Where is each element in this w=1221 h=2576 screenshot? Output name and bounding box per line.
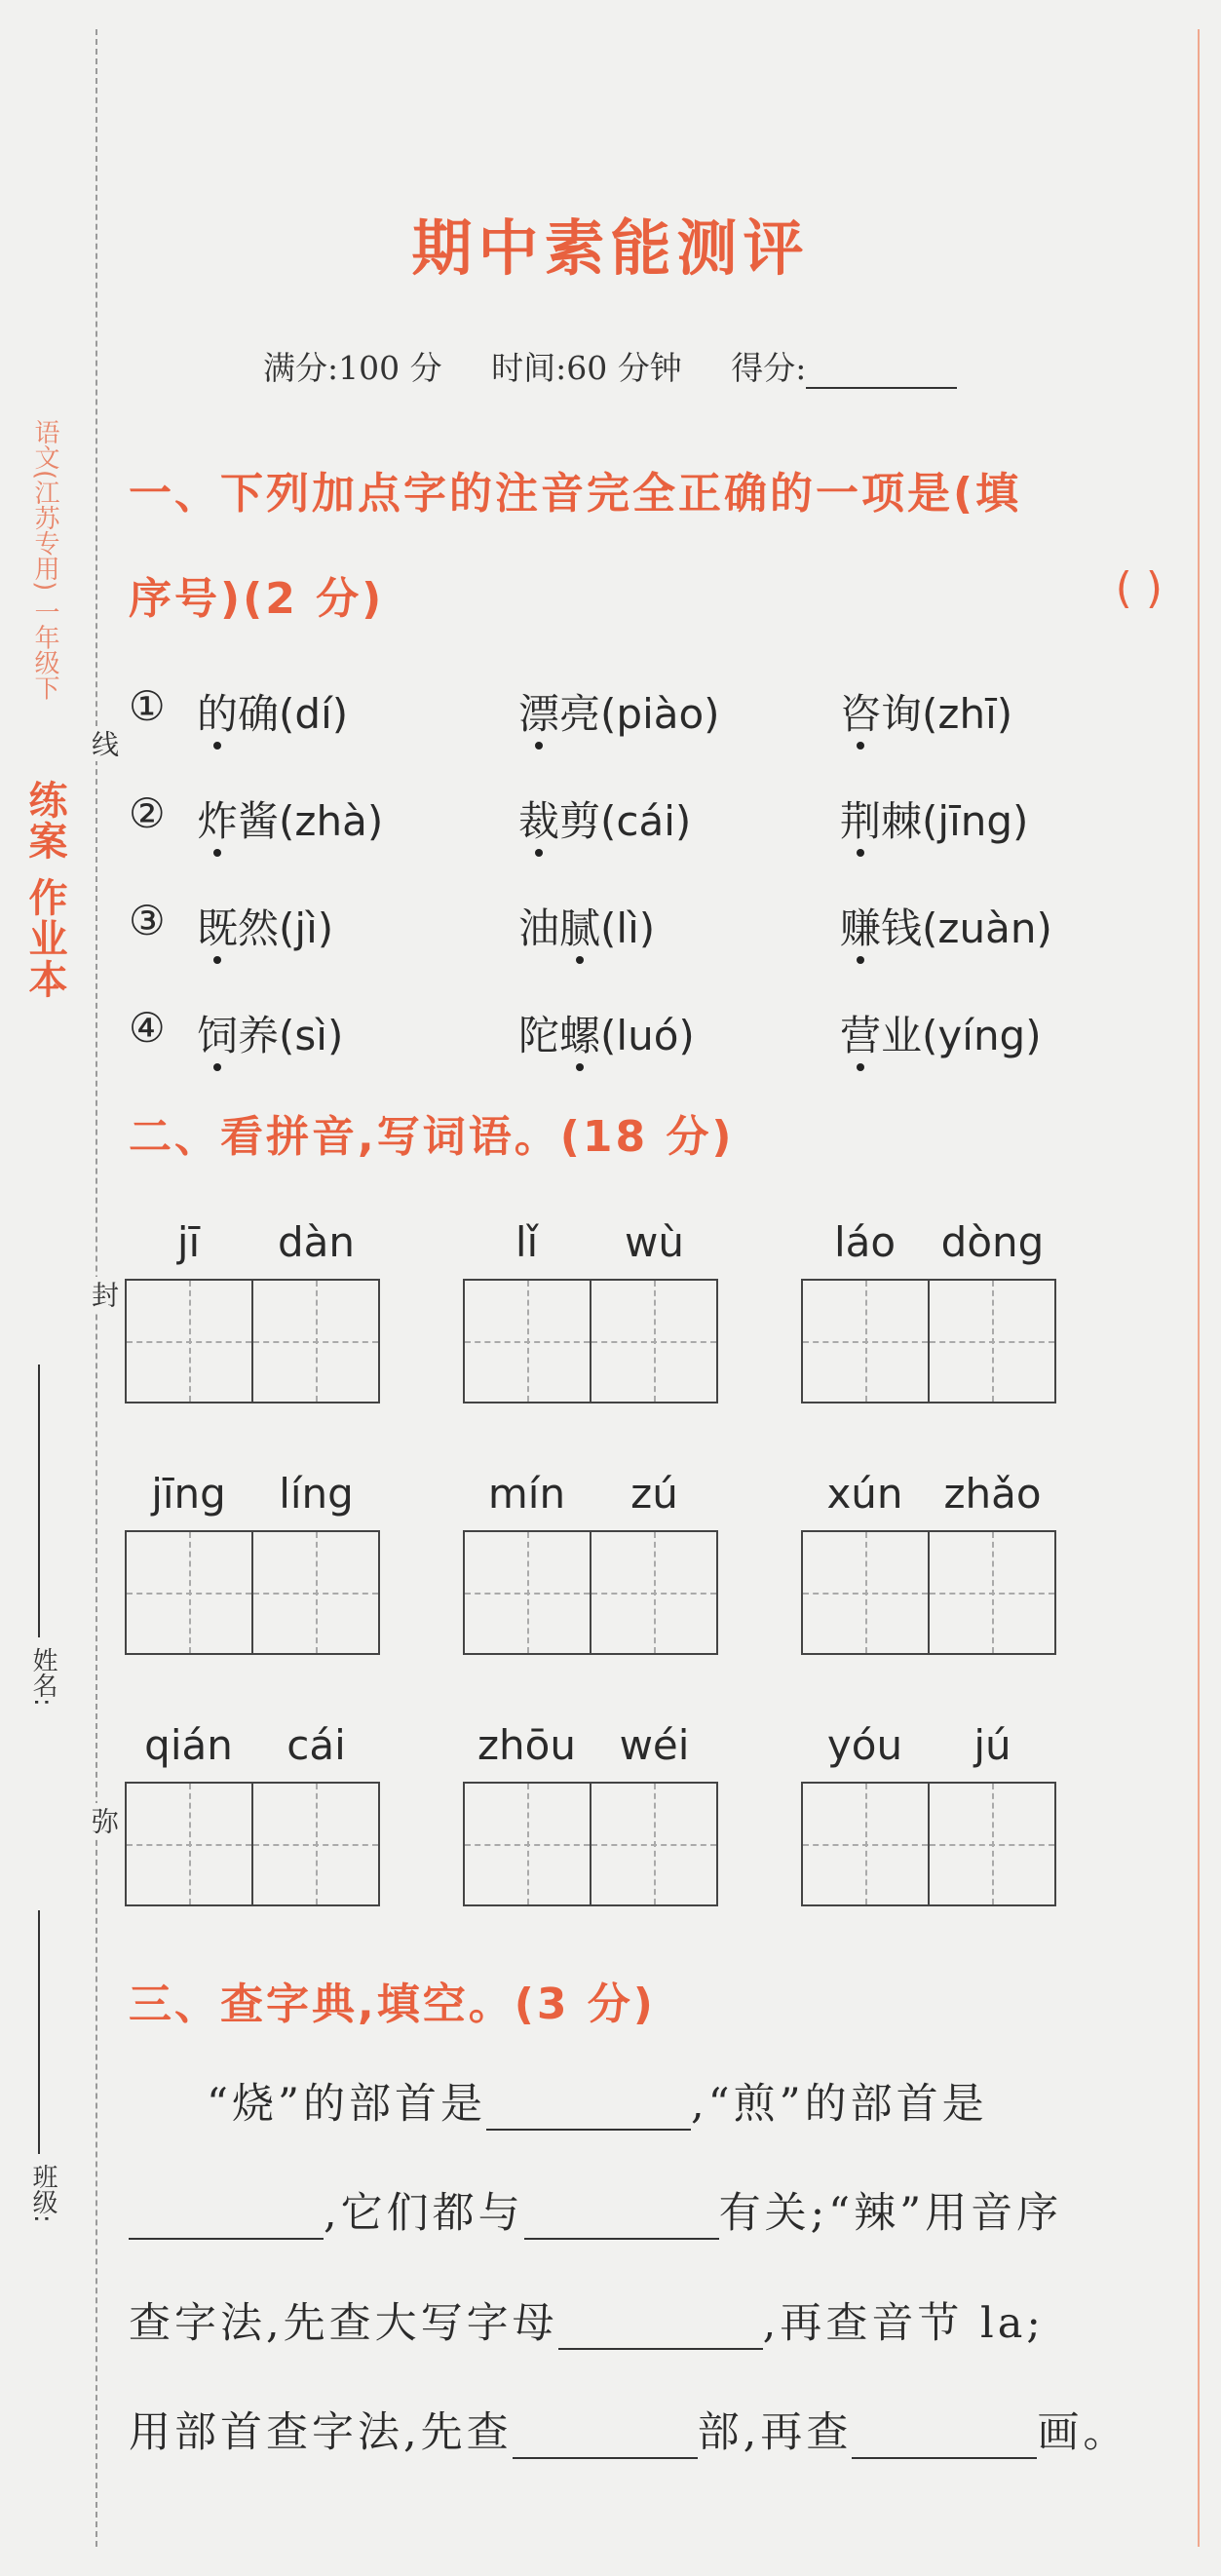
option-row[interactable] bbox=[129, 897, 1162, 965]
option-number: ② bbox=[129, 789, 166, 837]
pinyin-syllable: jú bbox=[973, 1721, 1011, 1769]
dotted-char: 赚 bbox=[840, 904, 882, 952]
word-item bbox=[840, 1004, 1042, 1062]
tianzige-cell[interactable] bbox=[928, 1784, 1054, 1904]
pinyin-syllable: láo bbox=[833, 1218, 897, 1266]
pinyin: (yíng) bbox=[922, 1012, 1042, 1059]
fill-text: ,“煎”的部首是 bbox=[690, 2080, 988, 2129]
tianzige-cell[interactable] bbox=[590, 1532, 716, 1653]
tianzige-cell[interactable] bbox=[465, 1532, 590, 1653]
pinyin-syllable: dàn bbox=[277, 1218, 356, 1266]
fill-text: 有关;“辣”用音序 bbox=[718, 2189, 1063, 2238]
writing-boxes bbox=[125, 1782, 380, 1906]
tianzige-cell[interactable] bbox=[928, 1532, 1054, 1653]
option-row[interactable] bbox=[129, 1004, 1162, 1072]
cut-mark-xian: 线 bbox=[84, 726, 123, 761]
name-field[interactable] bbox=[25, 1355, 55, 1637]
tianzige-cell[interactable] bbox=[928, 1281, 1054, 1402]
answer-blank[interactable] bbox=[852, 2418, 1037, 2459]
section2-heading: 二、看拼音,写词语。(18 分) bbox=[129, 1112, 735, 1162]
word-item bbox=[840, 897, 1052, 955]
pinyin-word-group bbox=[125, 1218, 380, 1403]
pinyin-syllable: yóu bbox=[826, 1721, 903, 1769]
word-item bbox=[518, 1004, 695, 1062]
word-item bbox=[197, 1004, 343, 1062]
pinyin: (lì) bbox=[600, 904, 656, 952]
pinyin-syllable: wéi bbox=[619, 1721, 690, 1769]
class-blank[interactable] bbox=[38, 1910, 42, 2154]
pinyin-syllable: jīng bbox=[151, 1470, 226, 1518]
word-item bbox=[518, 789, 691, 848]
dotted-char: 漂 bbox=[518, 690, 560, 738]
tianzige-cell[interactable] bbox=[803, 1281, 928, 1402]
writing-boxes bbox=[463, 1782, 718, 1906]
tianzige-cell[interactable] bbox=[590, 1784, 716, 1904]
pinyin-syllable: dòng bbox=[940, 1218, 1045, 1266]
pinyin-syllable: zhōu bbox=[477, 1721, 576, 1769]
exam-meta bbox=[263, 343, 957, 389]
name-blank[interactable] bbox=[38, 1365, 42, 1637]
fill-line-4 bbox=[129, 2400, 1128, 2459]
option-number: ④ bbox=[129, 1004, 166, 1052]
name-label: 姓名: bbox=[28, 1647, 57, 1707]
pinyin: (sì) bbox=[279, 1012, 344, 1059]
section1-heading-cont: 序号)(2 分) bbox=[129, 574, 385, 624]
pinyin-word-group bbox=[801, 1470, 1056, 1655]
dotted-char: 营 bbox=[840, 1012, 882, 1059]
writing-boxes bbox=[801, 1279, 1056, 1403]
page-title: 期中素能测评 bbox=[411, 212, 810, 284]
word-char: 酱 bbox=[238, 797, 280, 845]
answer-paren[interactable]: ( ) bbox=[1115, 563, 1163, 613]
pinyin-word-group bbox=[125, 1721, 380, 1906]
tianzige-cell[interactable] bbox=[127, 1784, 251, 1904]
word-item bbox=[840, 789, 1028, 848]
option-number: ① bbox=[129, 682, 166, 730]
pinyin-syllable: líng bbox=[279, 1470, 354, 1518]
fill-text: ,再查音节 la; bbox=[762, 2299, 1045, 2348]
score-blank[interactable] bbox=[806, 358, 957, 389]
tianzige-cell[interactable] bbox=[251, 1281, 378, 1402]
pinyin-syllable: qián bbox=[144, 1721, 233, 1769]
word-char: 确 bbox=[238, 690, 280, 738]
pinyin-row bbox=[125, 1218, 380, 1273]
pinyin-row bbox=[801, 1218, 1056, 1273]
pinyin: (zhà) bbox=[279, 797, 384, 845]
word-item bbox=[840, 682, 1012, 741]
writing-boxes bbox=[463, 1530, 718, 1655]
word-item bbox=[518, 897, 655, 955]
fill-text: 部,再查 bbox=[697, 2408, 853, 2457]
cut-mark-feng: 封 bbox=[84, 1277, 123, 1312]
cut-mark-mi: 弥 bbox=[84, 1803, 123, 1838]
word-char: 油 bbox=[518, 904, 560, 952]
class-label: 班级: bbox=[28, 2164, 57, 2223]
word-char: 然 bbox=[238, 904, 280, 952]
dotted-char: 饲 bbox=[197, 1012, 239, 1059]
pinyin-row bbox=[801, 1470, 1056, 1524]
pinyin-syllable: wù bbox=[625, 1218, 684, 1266]
word-char: 亮 bbox=[559, 690, 601, 738]
word-char: 棘 bbox=[881, 797, 923, 845]
word-char: 养 bbox=[238, 1012, 280, 1059]
fill-text: 查字法,先查大写字母 bbox=[129, 2299, 558, 2348]
tianzige-cell[interactable] bbox=[465, 1281, 590, 1402]
pinyin-word-group bbox=[463, 1721, 718, 1906]
dotted-char: 的 bbox=[197, 690, 239, 738]
score-label: 得分: bbox=[731, 349, 807, 387]
word-char: 业 bbox=[881, 1012, 923, 1059]
dotted-char: 咨 bbox=[840, 690, 882, 738]
exam-time: 时间:60 分钟 bbox=[491, 349, 682, 387]
pinyin-syllable: cái bbox=[286, 1721, 346, 1769]
pinyin: (piào) bbox=[600, 690, 720, 738]
pinyin-row bbox=[463, 1218, 718, 1273]
pinyin: (cái) bbox=[600, 797, 692, 845]
fill-text: 用部首查字法,先查 bbox=[129, 2408, 513, 2457]
pinyin-word-group bbox=[463, 1218, 718, 1403]
answer-blank[interactable] bbox=[513, 2418, 698, 2459]
fill-text: 画。 bbox=[1037, 2408, 1129, 2457]
section3-heading: 三、查字典,填空。(3 分) bbox=[129, 1980, 656, 2029]
dotted-char: 腻 bbox=[559, 904, 601, 952]
pinyin-word-group bbox=[125, 1470, 380, 1655]
right-border-line bbox=[1198, 29, 1200, 2547]
fill-text: ,它们都与 bbox=[324, 2189, 524, 2238]
fill-line-1 bbox=[207, 2071, 988, 2131]
pinyin: (luó) bbox=[600, 1012, 695, 1059]
option-row[interactable] bbox=[129, 682, 1162, 750]
tianzige-cell[interactable] bbox=[803, 1532, 928, 1653]
answer-blank[interactable] bbox=[486, 2090, 691, 2131]
tianzige-cell[interactable] bbox=[127, 1532, 251, 1653]
pinyin: (jì) bbox=[279, 904, 334, 952]
word-char: 陀 bbox=[518, 1012, 560, 1059]
dotted-char: 炸 bbox=[197, 797, 239, 845]
pinyin-row bbox=[463, 1470, 718, 1524]
book-subtitle: 语文(江苏专用) 一年级下 bbox=[30, 419, 59, 701]
score-total: 满分:100 分 bbox=[263, 349, 442, 387]
tianzige-cell[interactable] bbox=[803, 1784, 928, 1904]
pinyin-syllable: mín bbox=[487, 1470, 566, 1518]
dotted-char: 荆 bbox=[840, 797, 882, 845]
writing-boxes bbox=[125, 1530, 380, 1655]
pinyin-syllable: zhǎo bbox=[943, 1470, 1042, 1518]
pinyin-word-group bbox=[463, 1470, 718, 1655]
pinyin-syllable: lǐ bbox=[515, 1218, 539, 1266]
answer-blank[interactable] bbox=[524, 2199, 719, 2240]
dotted-char: 裁 bbox=[518, 797, 560, 845]
pinyin: (zhī) bbox=[922, 690, 1013, 738]
writing-boxes bbox=[801, 1530, 1056, 1655]
pinyin-row bbox=[125, 1721, 380, 1776]
fill-text: “烧”的部首是 bbox=[207, 2080, 486, 2129]
word-item bbox=[518, 682, 720, 741]
fill-line-2 bbox=[129, 2180, 1062, 2240]
pinyin-syllable: xún bbox=[826, 1470, 903, 1518]
writing-boxes bbox=[801, 1782, 1056, 1906]
pinyin-syllable: jī bbox=[176, 1218, 201, 1266]
tianzige-cell[interactable] bbox=[590, 1281, 716, 1402]
word-item bbox=[197, 897, 333, 955]
pinyin: (dí) bbox=[279, 690, 349, 738]
option-row[interactable] bbox=[129, 789, 1162, 858]
tianzige-cell[interactable] bbox=[251, 1784, 378, 1904]
pinyin-word-group bbox=[801, 1721, 1056, 1906]
class-field[interactable] bbox=[25, 1901, 55, 2154]
book-brand: 练案 作业本 bbox=[22, 780, 67, 1000]
answer-blank[interactable] bbox=[558, 2309, 763, 2350]
pinyin-row bbox=[463, 1721, 718, 1776]
tianzige-cell[interactable] bbox=[465, 1784, 590, 1904]
fill-line-3 bbox=[129, 2290, 1045, 2350]
pinyin: (jīng) bbox=[922, 797, 1029, 845]
dotted-char: 螺 bbox=[559, 1012, 601, 1059]
tianzige-cell[interactable] bbox=[127, 1281, 251, 1402]
section1-heading: 一、下列加点字的注音完全正确的一项是(填 bbox=[129, 469, 1022, 519]
pinyin-row bbox=[801, 1721, 1056, 1776]
pinyin-row bbox=[125, 1470, 380, 1524]
word-char: 询 bbox=[881, 690, 923, 738]
answer-blank[interactable] bbox=[129, 2199, 324, 2240]
word-char: 剪 bbox=[559, 797, 601, 845]
writing-boxes bbox=[125, 1279, 380, 1403]
tianzige-cell[interactable] bbox=[251, 1532, 378, 1653]
word-item bbox=[197, 789, 383, 848]
word-char: 钱 bbox=[881, 904, 923, 952]
dotted-char: 既 bbox=[197, 904, 239, 952]
writing-boxes bbox=[463, 1279, 718, 1403]
pinyin-word-group bbox=[801, 1218, 1056, 1403]
pinyin: (zuàn) bbox=[922, 904, 1052, 952]
word-item bbox=[197, 682, 348, 741]
option-number: ③ bbox=[129, 897, 166, 944]
pinyin-syllable: zú bbox=[630, 1470, 678, 1518]
